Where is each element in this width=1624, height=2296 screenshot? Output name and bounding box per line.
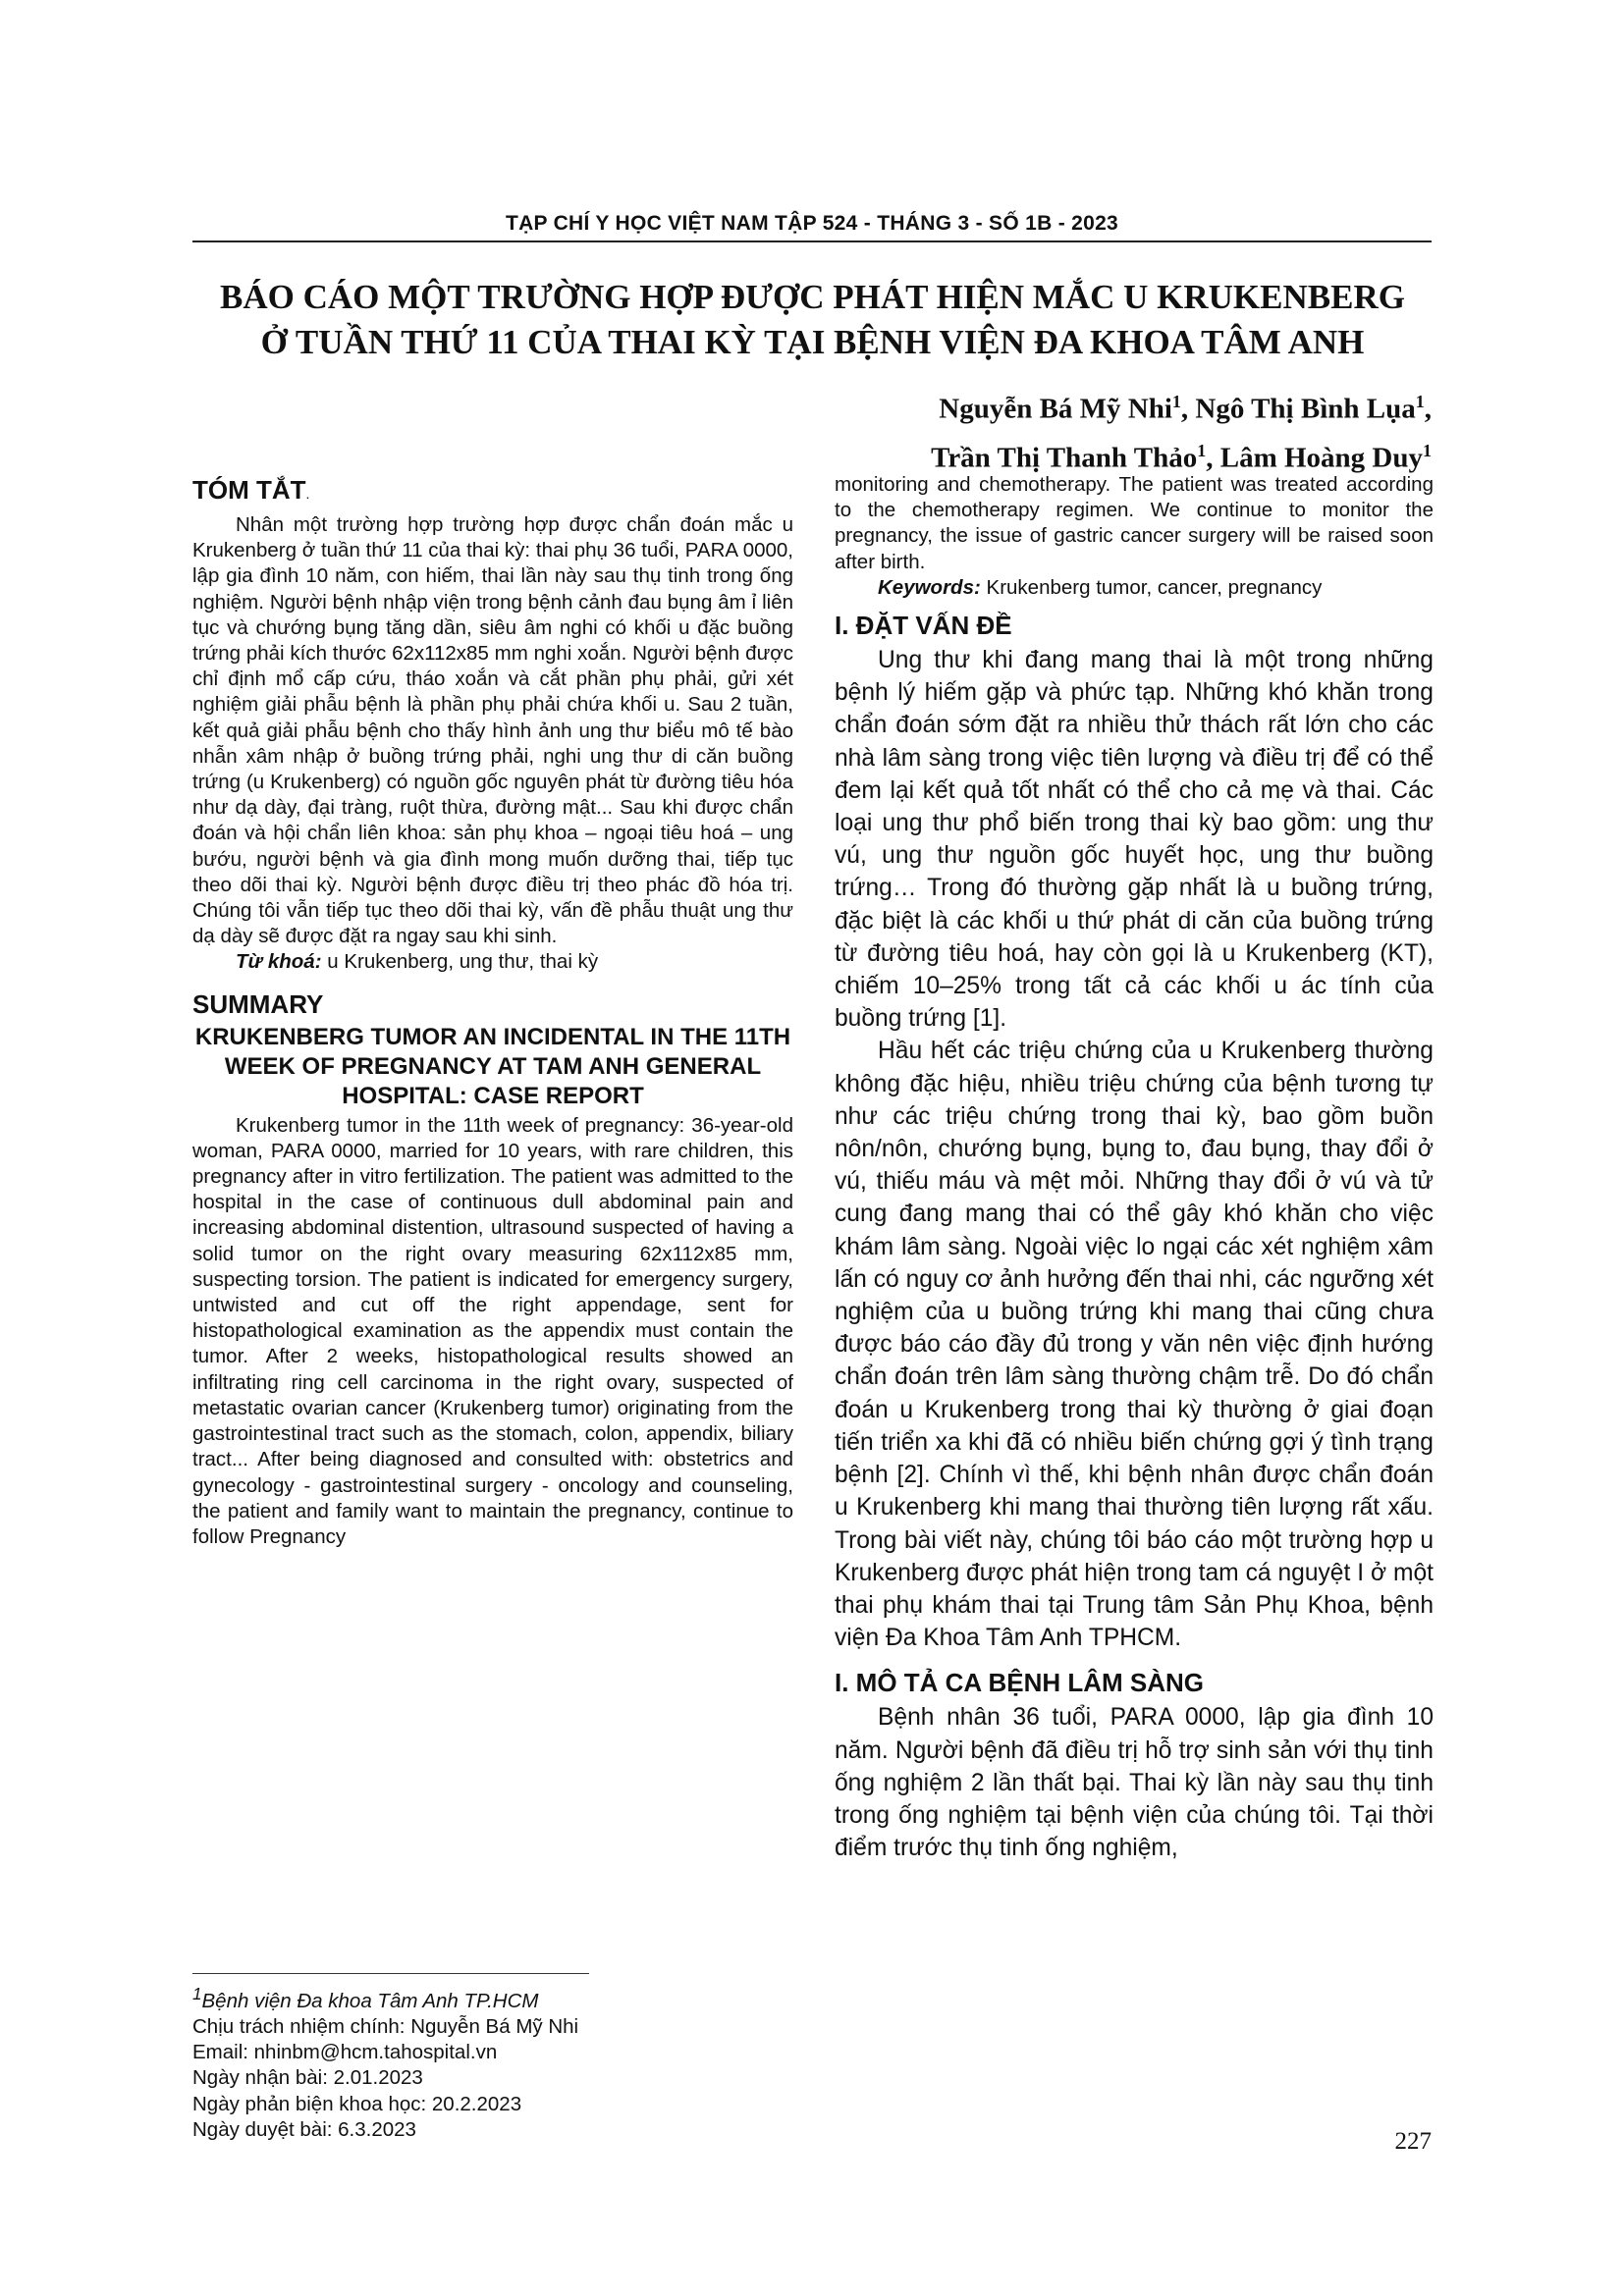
title-line-2: Ở TUẦN THỨ 11 CỦA THAI KỲ TẠI BỆNH VIỆN ĐA KHOA TÂM ANH (260, 323, 1365, 361)
keywords-label: Keywords: (878, 575, 981, 599)
author-name: Trần Thị Thanh Thảo (931, 442, 1198, 474)
running-header: TẠP CHÍ Y HỌC VIỆT NAM TẬP 524 - THÁNG 3 - SỐ 1B - 2023 (505, 212, 1119, 235)
author-name: Nguyễn Bá Mỹ Nhi (939, 393, 1172, 425)
title-line-1: BÁO CÁO MỘT TRƯỜNG HỢP ĐƯỢC PHÁT HIỆN MẮC U KRUKENBERG (220, 278, 1405, 316)
affiliation-mark: 1 (192, 1985, 202, 2003)
affiliation-mark: 1 (1171, 392, 1181, 411)
section-2-heading: I. MÔ TẢ CA BỆNH LÂM SÀNG (835, 1668, 1205, 1698)
footnote-received: Ngày nhận bài: 2.01.2023 (192, 2066, 423, 2090)
footnote-rule (192, 1973, 589, 1974)
author-separator: , (1206, 442, 1220, 474)
footnote-reviewed: Ngày phản biện khoa học: 20.2.2023 (192, 2092, 522, 2115)
affiliation-mark: 1 (1423, 440, 1432, 460)
header-rule (192, 240, 1432, 242)
affiliation-mark: 1 (1197, 440, 1207, 460)
abstract-vi-text: Nhân một trường hợp trường hợp được chẩn đoán mắc u Krukenberg ở tuần thứ 11 của thai kỳ: thai phụ 36 tuổi, PARA 0000, lập gia đình 10 năm, con hiếm, thai lần này sau thụ tinh trong ống nghiệm. Người bệnh nhập viện trong bệnh cảnh đau bụng âm ỉ liên tục và chướng bụng tăng dần, siêu âm nghi có khối u đặc buồng trứng phải kích thước 62x112x85 mm nghi xoắn. Người bệnh được chỉ định mổ cấp cứu, tháo xoắn và cắt phần phụ phải, gửi xét nghiệm giải phẫu bệnh là phần phụ phải chứa khối u. Sau 2 tuần, kết quả giải phẫu bệnh cho thấy hình ảnh ung thư biểu mô tế bào nhẫn xâm nhập ở buồng trứng phải, nghi ung thư di căn buồng trứng (u Krukenberg) có nguồn gốc nguyên phát từ đường tiêu hóa như dạ dày, đại tràng, ruột thừa, đường mật... Sau khi được chẩn đoán và hội chẩn liên khoa: sản phụ khoa – ngoại tiêu hoá – ung bướu, người bệnh và gia đình mong muốn dưỡng thai, tiếp tục theo dõi thai kỳ. Người bệnh được điều trị theo phác đồ hóa trị. Chúng tôi vẫn tiếp tục theo dõi thai kỳ, vấn đề phẫu thuật ung thư dạ dày sẽ được đặt ra ngay sau khi sinh. (192, 513, 793, 948)
author-separator: , (1180, 393, 1196, 425)
summary-text: Krukenberg tumor in the 11th week of pregnancy: 36-year-old woman, PARA 0000, married for 10 years, with rare children, this pregnancy after in vitro fertilization. The patient was admitted to the hospital in the case of continuous dull abdominal pain and increasing abdominal distention, ultrasound suspected of having a solid tumor on the right ovary measuring 62x112x85 mm, suspecting torsion. The patient is indicated for emergency surgery, untwisted and cut off the right appendage, sent for histopathological examination as the appendix must contain the tumor. After 2 weeks, histopathological results showed an infiltrating ring cell carcinoma in the right ovary, suspected of metastatic ovarian cancer (Krukenberg tumor) originating from the gastrointestinal tract such as the stomach, colon, appendix, biliary tract... After being diagnosed and consulted with: obstetrics and gynecology - gastrointestinal surgery - oncology and counseling, the patient and family want to maintain the pregnancy, continue to follow Pregnancy (192, 1113, 793, 1548)
heading-mark: . (305, 486, 310, 502)
footnote-accepted: Ngày duyệt bài: 6.3.2023 (192, 2117, 416, 2141)
section-2-paragraph-1: Bệnh nhân 36 tuổi, PARA 0000, lập gia đình 10 năm. Người bệnh đã điều trị hỗ trợ sinh sản với thụ tinh ống nghiệm 2 lần thất bại. Thai kỳ lần này sau thụ tinh trong ống nghiệm tại bệnh viện của chúng tôi. Tại thời điểm trước thụ tinh ống nghiệm, (835, 1704, 1434, 1862)
summary-keywords (835, 575, 1434, 601)
right-column (835, 472, 1434, 1864)
footnote-corresponding: Chịu trách nhiệm chính: Nguyễn Bá Mỹ Nhi (192, 2015, 579, 2039)
summary-heading: SUMMARY (192, 988, 324, 1019)
affiliation-text: Bệnh viện Đa khoa Tâm Anh TP.HCM (201, 1989, 539, 2012)
author-line-2 (744, 430, 1432, 479)
keywords-value: u Krukenberg, ung thư, thai kỳ (327, 950, 599, 974)
summary-text-continued: monitoring and chemotherapy. The patient was treated according to the chemotherapy regimen. We continue to monitor the pregnancy, the issue of gastric cancer surgery will be raised soon after birth. (835, 473, 1434, 573)
abstract-vi-heading (192, 473, 793, 510)
left-column (192, 473, 793, 1550)
footnotes (192, 1982, 793, 2143)
affiliation-mark: 1 (1415, 392, 1425, 411)
keywords-value: Krukenberg tumor, cancer, pregnancy (986, 575, 1323, 599)
section-1-heading: I. ĐẶT VẤN ĐỀ (835, 611, 1012, 641)
abstract-vi-keywords (192, 949, 793, 975)
author-line-1: Nguyễn Bá Mỹ Nhi$^1$, Ngô Thị Bình Lụa$^1$, (939, 392, 1432, 425)
summary-title: KRUKENBERG TUMOR AN INCIDENTAL IN THE 11TH WEEK OF PREGNANCY AT TAM ANH GENERAL HOSPITAL: CASE REPORT (194, 1023, 791, 1109)
page-number: 227 (1394, 2128, 1432, 2155)
keywords-label: Từ khoá: (236, 950, 322, 974)
article-title (187, 275, 1438, 365)
footnote-affiliation (192, 1982, 793, 2014)
section-1-paragraph-1: Ung thư khi đang mang thai là một trong những bệnh lý hiếm gặp và phức tạp. Những khó khăn trong chẩn đoán sớm đặt ra nhiều thử thách rất lớn cho các nhà lâm sàng trong việc tiên lượng và điều trị để có thể đem lại kết quả tốt nhất có thể cho cả mẹ và thai. Các loại ung thư phổ biến trong thai kỳ bao gồm: ung thư vú, ung thư nguồn gốc huyết học, ung thư buồng trứng… Trong đó thường gặp nhất là u buồng trứng, đặc biệt là các khối u thứ phát di căn của buồng trứng từ đường tiêu hoá, hay còn gọi là u Krukenberg (KT), chiếm 10–25% trong tất cả các khối u ác tính của buồng trứng [1]. (835, 647, 1434, 1033)
author-name: Ngô Thị Bình Lụa (1195, 393, 1416, 425)
author-name: Lâm Hoàng Duy (1219, 442, 1423, 474)
abstract-vi-heading-text: TÓM TẮT (192, 475, 306, 505)
author-list (744, 381, 1432, 478)
section-1-paragraph-2: Hầu hết các triệu chứng của u Krukenberg thường không đặc hiệu, nhiều triệu chứng của bệnh tương tự như các triệu chứng trong thai kỳ, bao gồm buồn nôn/nôn, chướng bụng, bụng to, đau bụng, thay đổi ở vú, thiếu máu và mệt mỏi. Những thay đổi ở vú và tử cung đang mang thai có thể gây khó khăn cho việc khám lâm sàng. Ngoài việc lo ngại các xét nghiệm xâm lấn có nguy cơ ảnh hưởng đến thai nhi, các ngưỡng xét nghiệm của u buồng trứng khi mang thai cũng chưa được báo cáo đầy đủ trong y văn nên việc định hướng chẩn đoán trên lâm sàng thường chậm trễ. Do đó chẩn đoán u Krukenberg trong thai kỳ thường ở giai đoạn tiến triển xa khi đã có nhiều biến chứng gợi ý tình trạng bệnh [2]. Chính vì thế, khi bệnh nhân được chẩn đoán u Krukenberg khi mang thai thường tiên lượng rất xấu. Trong bài viết này, chúng tôi báo cáo một trường hợp u Krukenberg được phát hiện trong tam cá nguyệt I ở một thai phụ khám thai tại Trung tâm Sản Phụ Khoa, bệnh viện Đa Khoa Tâm Anh TPHCM. (835, 1038, 1434, 1652)
footnote-email: Email: nhinbm@hcm.tahospital.vn (192, 2041, 498, 2064)
